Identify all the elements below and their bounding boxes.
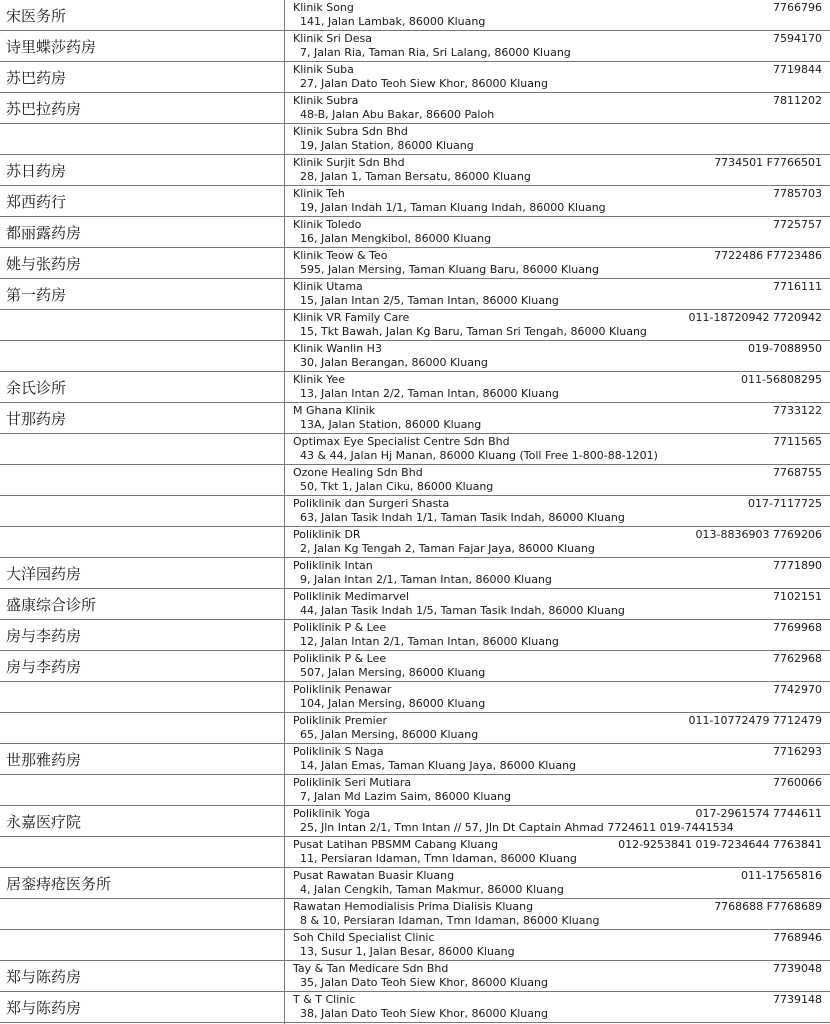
chinese-name: 姚与张药房 [6, 255, 82, 273]
clinic-name: Poliklinik P & Lee [293, 652, 387, 665]
chinese-name: 房与李药房 [6, 658, 82, 676]
clinic-address: 13, Susur 1, Jalan Besar, 86000 Kluang [300, 945, 515, 958]
clinic-name: Poliklinik Intan [293, 559, 373, 572]
clinic-address: 25, Jln Intan 2/1, Tmn Intan // 57, Jln Dt Captain Ahmad 7724611 019-7441534 [300, 821, 734, 834]
table-row [0, 434, 830, 465]
clinic-address: 12, Jalan Intan 2/1, Taman Intan, 86000 Kluang [300, 635, 559, 648]
clinic-address: 63, Jalan Tasik Indah 1/1, Taman Tasik Indah, 86000 Kluang [300, 511, 625, 524]
clinic-name: Klinik Subra [293, 94, 359, 107]
clinic-address: 2, Jalan Kg Tengah 2, Taman Fajar Jaya, 86000 Kluang [300, 542, 595, 555]
phone-number: 011-18720942 7720942 [688, 311, 822, 324]
clinic-name: Optimax Eye Specialist Centre Sdn Bhd [293, 435, 510, 448]
phone-number: 7102151 [773, 590, 822, 603]
phone-number: 7734501 F7766501 [714, 156, 822, 169]
phone-number: 7768946 [773, 931, 822, 944]
chinese-name: 诗里蝶莎药房 [6, 38, 97, 56]
clinic-address: 11, Persiaran Idaman, Tmn Idaman, 86000 Kluang [300, 852, 577, 865]
table-row [0, 558, 830, 589]
table-row [0, 868, 830, 899]
table-row [0, 372, 830, 403]
phone-number: 7739048 [773, 962, 822, 975]
table-row [0, 899, 830, 930]
table-row [0, 31, 830, 62]
clinic-name: Poliklinik Premier [293, 714, 388, 727]
phone-number: 7768688 F7768689 [714, 900, 822, 913]
phone-number: 019-7088950 [748, 342, 822, 355]
clinic-name: Klinik Suba [293, 63, 354, 76]
phone-number: 7711565 [773, 435, 822, 448]
clinic-name: Ozone Healing Sdn Bhd [293, 466, 423, 479]
clinic-address: 595, Jalan Mersing, Taman Kluang Baru, 86000 Kluang [300, 263, 599, 276]
table-row [0, 186, 830, 217]
clinic-name: Klinik Toledo [293, 218, 362, 231]
clinic-address: 19, Jalan Station, 86000 Kluang [300, 139, 474, 152]
clinic-name: Soh Child Specialist Clinic [293, 931, 435, 944]
chinese-name: 房与李药房 [6, 627, 82, 645]
clinic-name: Pusat Rawatan Buasir Kluang [293, 869, 455, 882]
table-row [0, 310, 830, 341]
clinic-address: 44, Jalan Tasik Indah 1/5, Taman Tasik Indah, 86000 Kluang [300, 604, 625, 617]
phone-number: 013-8836903 7769206 [695, 528, 822, 541]
table-row [0, 806, 830, 837]
phone-number: 011-56808295 [741, 373, 822, 386]
phone-number: 7769968 [773, 621, 822, 634]
clinic-address: 13, Jalan Intan 2/2, Taman Intan, 86000 Kluang [300, 387, 559, 400]
chinese-name: 永嘉医疗院 [6, 813, 82, 831]
phone-number: 7733122 [773, 404, 822, 417]
clinic-name: Poliklinik Penawar [293, 683, 392, 696]
chinese-name: 甘那药房 [6, 410, 67, 428]
clinic-address: 28, Jalan 1, Taman Bersatu, 86000 Kluang [300, 170, 531, 183]
clinic-name: Rawatan Hemodialisis Prima Dialisis Kluang [293, 900, 534, 913]
phone-number: 7725757 [773, 218, 822, 231]
chinese-name: 苏巴拉药房 [6, 100, 82, 118]
clinic-name: M Ghana Klinik [293, 404, 376, 417]
clinic-address: 7, Jalan Ria, Taman Ria, Sri Lalang, 86000 Kluang [300, 46, 571, 59]
phone-number: 7766796 [773, 1, 822, 14]
clinic-address: 15, Tkt Bawah, Jalan Kg Baru, Taman Sri Tengah, 86000 Kluang [300, 325, 647, 338]
phone-number: 017-2961574 7744611 [695, 807, 822, 820]
chinese-name: 郑与陈药房 [6, 968, 82, 986]
table-row [0, 465, 830, 496]
clinic-name: Poliklinik S Naga [293, 745, 384, 758]
clinic-name: Klinik Utama [293, 280, 363, 293]
table-row [0, 930, 830, 961]
clinic-address: 50, Tkt 1, Jalan Ciku, 86000 Kluang [300, 480, 494, 493]
clinic-name: Poliklinik DR [293, 528, 361, 541]
chinese-name: 宋医务所 [6, 7, 67, 25]
clinic-name: Klinik Surjit Sdn Bhd [293, 156, 405, 169]
phone-number: 012-9253841 019-7234644 7763841 [618, 838, 822, 851]
clinic-address: 7, Jalan Md Lazim Saim, 86000 Kluang [300, 790, 512, 803]
chinese-name: 苏日药房 [6, 162, 67, 180]
table-row [0, 155, 830, 186]
phone-number: 7762968 [773, 652, 822, 665]
chinese-name: 余氏诊所 [6, 379, 67, 397]
clinic-name: Poliklinik Seri Mutiara [293, 776, 412, 789]
phone-number: 7716111 [773, 280, 822, 293]
table-row [0, 527, 830, 558]
clinic-address: 14, Jalan Emas, Taman Kluang Jaya, 86000 Kluang [300, 759, 577, 772]
chinese-name: 第一药房 [6, 286, 67, 304]
table-row [0, 248, 830, 279]
clinic-address: 43 & 44, Jalan Hj Manan, 86000 Kluang (Toll Free 1-800-88-1201) [300, 449, 658, 462]
table-row [0, 837, 830, 868]
clinic-name: Pusat Latihan PBSMM Cabang Kluang [293, 838, 499, 851]
phone-number: 011-10772479 7712479 [688, 714, 822, 727]
phone-number: 7771890 [773, 559, 822, 572]
clinic-address: 16, Jalan Mengkibol, 86000 Kluang [300, 232, 492, 245]
clinic-name: Poliklinik Yoga [293, 807, 371, 820]
clinic-address: 13A, Jalan Station, 86000 Kluang [300, 418, 482, 431]
table-row [0, 0, 830, 31]
clinic-name: Poliklinik dan Surgeri Shasta [293, 497, 450, 510]
phone-number: 7742970 [773, 683, 822, 696]
phone-number: 7719844 [773, 63, 822, 76]
table-row [0, 589, 830, 620]
table-row [0, 124, 830, 155]
table-row [0, 341, 830, 372]
clinic-address: 104, Jalan Mersing, 86000 Kluang [300, 697, 486, 710]
phone-number: 7760066 [773, 776, 822, 789]
chinese-name: 盛康综合诊所 [6, 596, 97, 614]
clinic-name: Klinik VR Family Care [293, 311, 410, 324]
table-row [0, 279, 830, 310]
table-row [0, 713, 830, 744]
table-row [0, 992, 830, 1023]
clinic-address: 4, Jalan Cengkih, Taman Makmur, 86000 Kluang [300, 883, 564, 896]
phone-number: 7785703 [773, 187, 822, 200]
clinic-name: Tay & Tan Medicare Sdn Bhd [293, 962, 449, 975]
table-row [0, 403, 830, 434]
clinic-address: 65, Jalan Mersing, 86000 Kluang [300, 728, 479, 741]
chinese-name: 大洋园药房 [6, 565, 82, 583]
chinese-name: 都丽露药房 [6, 224, 82, 242]
clinic-name: Klinik Teow & Teo [293, 249, 388, 262]
chinese-name: 世那雅药房 [6, 751, 82, 769]
clinic-name: Poliklinik P & Lee [293, 621, 387, 634]
chinese-name: 郑与陈药房 [6, 999, 82, 1017]
table-row [0, 496, 830, 527]
phone-number: 011-17565816 [741, 869, 822, 882]
table-row [0, 93, 830, 124]
phone-number: 7716293 [773, 745, 822, 758]
chinese-name: 郑西药行 [6, 193, 67, 211]
table-row [0, 682, 830, 713]
clinic-name: Klinik Yee [293, 373, 346, 386]
clinic-address: 38, Jalan Dato Teoh Siew Khor, 86000 Kluang [300, 1007, 548, 1020]
clinic-name: Klinik Wanlin H3 [293, 342, 382, 355]
clinic-address: 9, Jalan Intan 2/1, Taman Intan, 86000 Kluang [300, 573, 552, 586]
table-row [0, 775, 830, 806]
clinic-address: 141, Jalan Lambak, 86000 Kluang [300, 15, 486, 28]
clinic-address: 19, Jalan Indah 1/1, Taman Kluang Indah, 86000 Kluang [300, 201, 606, 214]
clinic-address: 30, Jalan Berangan, 86000 Kluang [300, 356, 488, 369]
clinic-name: T & T Clinic [293, 993, 356, 1006]
clinic-address: 35, Jalan Dato Teoh Siew Khor, 86000 Kluang [300, 976, 548, 989]
chinese-name: 居銮痔疮医务所 [6, 875, 112, 893]
phone-number: 7739148 [773, 993, 822, 1006]
table-row [0, 620, 830, 651]
table-row [0, 744, 830, 775]
table-row [0, 217, 830, 248]
clinic-name: Klinik Subra Sdn Bhd [293, 125, 408, 138]
table-row [0, 961, 830, 992]
phone-number: 7768755 [773, 466, 822, 479]
clinic-name: Klinik Song [293, 1, 354, 14]
table-row [0, 62, 830, 93]
phone-number: 7811202 [773, 94, 822, 107]
clinic-address: 507, Jalan Mersing, 86000 Kluang [300, 666, 486, 679]
clinic-address: 27, Jalan Dato Teoh Siew Khor, 86000 Kluang [300, 77, 548, 90]
clinic-address: 8 & 10, Persiaran Idaman, Tmn Idaman, 86000 Kluang [300, 914, 600, 927]
clinic-name: Klinik Teh [293, 187, 345, 200]
chinese-name: 苏巴药房 [6, 69, 67, 87]
phone-number: 7594170 [773, 32, 822, 45]
table-row [0, 651, 830, 682]
phone-number: 7722486 F7723486 [714, 249, 822, 262]
clinic-address: 48-B, Jalan Abu Bakar, 86600 Paloh [300, 108, 495, 121]
clinic-name: Klinik Sri Desa [293, 32, 372, 45]
clinic-address: 15, Jalan Intan 2/5, Taman Intan, 86000 Kluang [300, 294, 559, 307]
phone-number: 017-7117725 [748, 497, 822, 510]
clinic-name: Poliklinik Medimarvel [293, 590, 410, 603]
